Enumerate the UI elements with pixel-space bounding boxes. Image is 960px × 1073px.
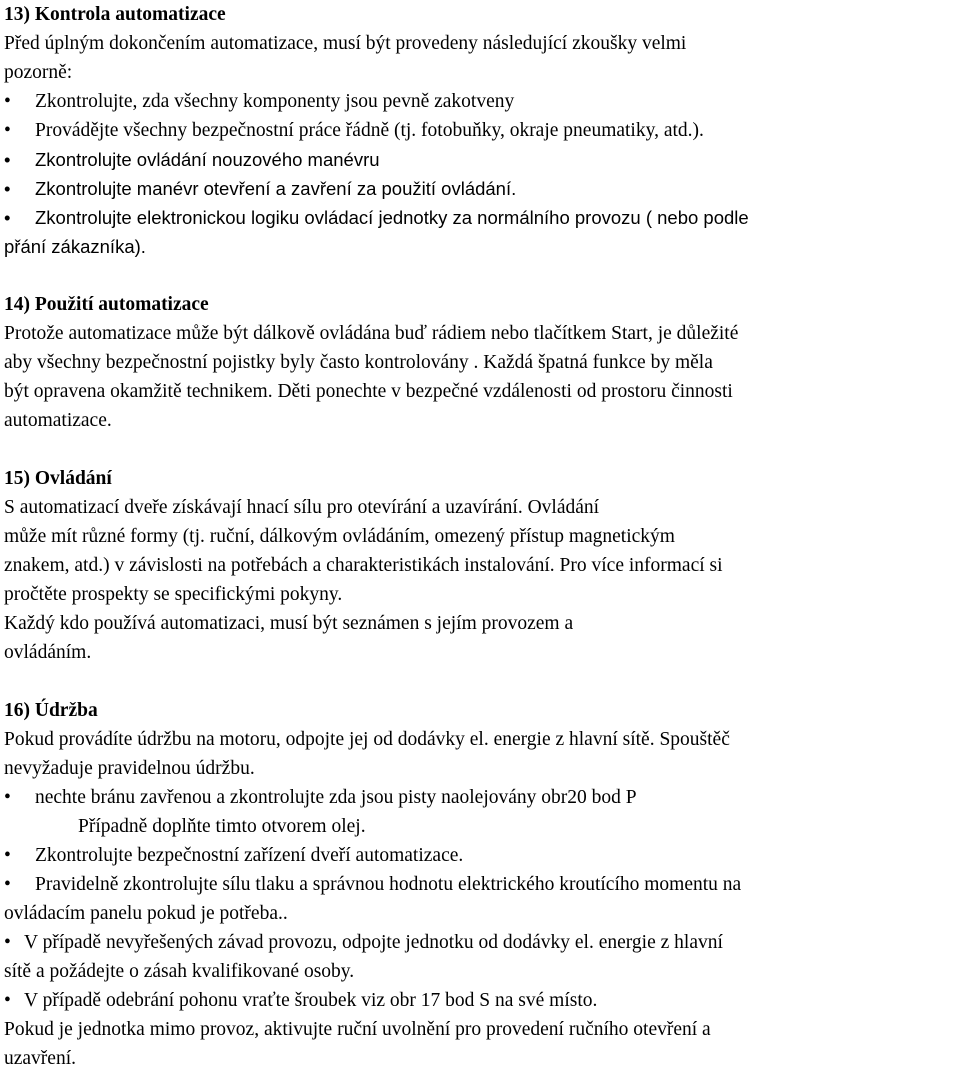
section-15-line-2: může mít různé formy (tj. ruční, dálkovým ovládáním, omezený přístup magnetickým xyxy=(4,526,675,547)
list-item-text: nechte bránu zavřenou a zkontrolujte zda jsou pisty naolejovány obr20 bod P xyxy=(35,787,637,808)
section-15 xyxy=(4,464,956,667)
section-15-line-5: Každý kdo používá automatizaci, musí být seznámen s jejím provozem a xyxy=(4,613,574,634)
bullet-icon: • xyxy=(4,845,11,866)
section-13 xyxy=(4,0,956,261)
section-13-heading: 13) Kontrola automatizace xyxy=(4,4,226,25)
document-page xyxy=(4,0,956,1073)
section-13-intro-line-2: pozorně: xyxy=(4,62,73,83)
section-16-list-item-4 xyxy=(4,928,956,957)
section-13-list-item-2 xyxy=(4,116,956,145)
section-15-line-1: S automatizací dveře získávají hnací sílu pro otevírání a uzavírání. Ovládání xyxy=(4,497,600,518)
section-16-closing-line-1: Pokud je jednotka mimo provoz, aktivujte ruční uvolnění pro provedení ručního otevření a xyxy=(4,1019,711,1040)
spacer xyxy=(4,435,956,464)
section-13-intro-line-1: Před úplným dokončením automatizace, musí být provedeny následující zkoušky velmi xyxy=(4,33,687,54)
section-16-list-item-4-continued: sítě a požádejte o zásah kvalifikované osoby. xyxy=(4,961,355,982)
section-15-line-4: pročtěte prospekty se specifickými pokyny. xyxy=(4,584,343,605)
section-14-heading: 14) Použití automatizace xyxy=(4,294,209,315)
bullet-icon: • xyxy=(4,91,11,112)
section-16-closing-line-2: uzavření. xyxy=(4,1048,77,1069)
list-item-text: Provádějte všechny bezpečnostní práce řádně (tj. fotobuňky, okraje pneumatiky, atd.). xyxy=(35,120,704,141)
section-14-line-3: být opravena okamžitě technikem. Děti ponechte v bezpečné vzdálenosti od prostoru činnosti xyxy=(4,381,733,402)
list-item-text: V případě odebrání pohonu vraťte šroubek viz obr 17 bod S na své místo. xyxy=(24,990,598,1011)
section-13-list-item-4 xyxy=(4,174,956,203)
section-13-list-item-3 xyxy=(4,145,956,174)
list-item-text: Zkontrolujte elektronickou logiku ovládací jednotky za normálního provozu ( nebo podle xyxy=(35,207,749,228)
section-13-list-item-5 xyxy=(4,203,956,232)
bullet-icon: • xyxy=(4,120,11,141)
list-item-text: Zkontrolujte ovládání nouzového manévru xyxy=(35,149,380,170)
section-16-intro-line-1: Pokud provádíte údržbu na motoru, odpojte jej od dodávky el. energie z hlavní sítě. Spouštěč xyxy=(4,729,730,750)
section-16-list-item-3-continued: ovládacím panelu pokud je potřeba.. xyxy=(4,903,288,924)
bullet-icon: • xyxy=(4,787,11,808)
list-item-text: Zkontrolujte, zda všechny komponenty jsou pevně zakotveny xyxy=(35,91,515,112)
bullet-icon: • xyxy=(4,207,11,228)
section-13-list-item-1 xyxy=(4,87,956,116)
list-item-text: Zkontrolujte bezpečnostní zařízení dveří automatizace. xyxy=(35,845,464,866)
section-16-list-item-2 xyxy=(4,841,956,870)
list-item-text: Zkontrolujte manévr otevření a zavření za použití ovládání. xyxy=(35,178,517,199)
section-14-line-4: automatizace. xyxy=(4,410,112,431)
bullet-icon: • xyxy=(4,178,11,199)
section-15-line-3: znakem, atd.) v závislosti na potřebách a charakteristikách instalování. Pro více informací si xyxy=(4,555,723,576)
section-16-intro-line-2: nevyžaduje pravidelnou údržbu. xyxy=(4,758,255,779)
section-16-list-item-1-indented: Případně doplňte timto otvorem olej. xyxy=(78,816,366,837)
spacer xyxy=(4,667,956,696)
section-16-list-item-3 xyxy=(4,870,956,899)
section-14-line-1: Protože automatizace může být dálkově ovládána buď rádiem nebo tlačítkem Start, je důležité xyxy=(4,323,739,344)
section-14 xyxy=(4,290,956,435)
bullet-icon: • xyxy=(4,990,11,1011)
section-16-list-item-5 xyxy=(4,986,956,1015)
section-15-line-6: ovládáním. xyxy=(4,642,92,663)
list-item-text: V případě nevyřešených závad provozu, odpojte jednotku od dodávky el. energie z hlavní xyxy=(24,932,723,953)
section-15-heading: 15) Ovládání xyxy=(4,468,112,489)
list-item-text: Pravidelně zkontrolujte sílu tlaku a správnou hodnotu elektrického kroutícího momentu na xyxy=(35,874,742,895)
section-16 xyxy=(4,696,956,1073)
bullet-icon: • xyxy=(4,932,11,953)
section-13-list-item-5-continued: přání zákazníka). xyxy=(4,236,146,257)
section-14-line-2: aby všechny bezpečnostní pojistky byly často kontrolovány . Každá špatná funkce by měla xyxy=(4,352,713,373)
bullet-icon: • xyxy=(4,149,11,170)
bullet-icon: • xyxy=(4,874,11,895)
spacer xyxy=(4,261,956,290)
section-16-list-item-1 xyxy=(4,783,956,812)
section-16-heading: 16) Údržba xyxy=(4,700,98,721)
